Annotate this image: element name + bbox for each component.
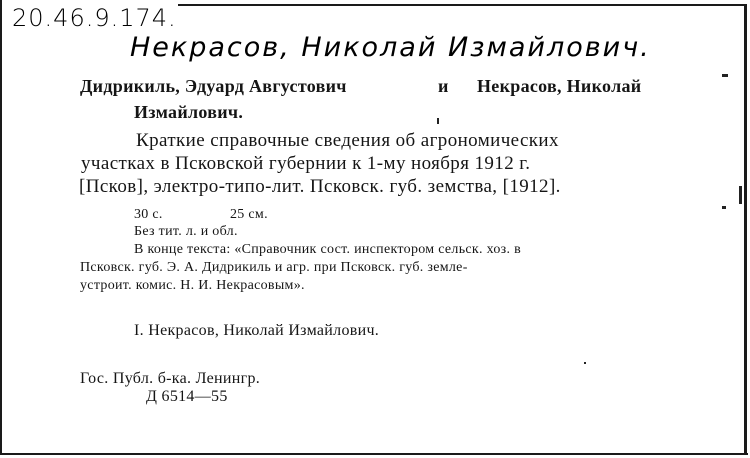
shelfmark: Д 6514—55 <box>146 388 228 405</box>
collation-pages: 30 с. <box>134 207 163 222</box>
title-line: участках в Псковской губернии к 1-му ноября 1912 г. <box>81 153 531 174</box>
ink-speck <box>722 206 726 209</box>
collation-size: 25 см. <box>230 207 268 222</box>
ink-speck <box>739 186 742 204</box>
handwritten-call-number: 20.46.9.174. <box>12 4 177 32</box>
card-bottom-edge <box>0 453 748 455</box>
heading-and: и <box>438 76 449 96</box>
imprint-line: [Псков], электро-типо-лит. Псковск. губ. земства, [1912]. <box>79 176 561 197</box>
card-top-edge <box>178 4 746 6</box>
note-line: В конце текста: «Справочник сост. инспектором сельск. хоз. в <box>134 242 522 257</box>
heading-author-2: Некрасов, Николай <box>477 76 642 96</box>
note-line: устроит. комис. Н. И. Некрасовым». <box>80 278 305 293</box>
card-right-edge <box>744 4 747 454</box>
card-left-edge <box>0 0 2 455</box>
heading-author-2-continued: Измайлович. <box>134 102 244 122</box>
note-no-title: Без тит. л. и обл. <box>134 224 238 239</box>
ink-speck <box>437 118 439 124</box>
title-line: Краткие справочные сведения об агрономических <box>136 130 559 151</box>
ink-speck <box>722 74 728 77</box>
heading-author-1: Дидрикиль, Эдуард Августович <box>80 76 347 96</box>
added-entry: I. Некрасов, Николай Измайлович. <box>134 322 380 339</box>
handwritten-author-name: Некрасов, Николай Измайлович. <box>130 32 651 63</box>
holding-library: Гос. Публ. б-ка. Ленингр. <box>80 370 261 387</box>
ink-speck <box>584 362 586 364</box>
note-line: Псковск. губ. Э. А. Дидрикиль и агр. при Псковск. губ. земле- <box>80 260 468 275</box>
